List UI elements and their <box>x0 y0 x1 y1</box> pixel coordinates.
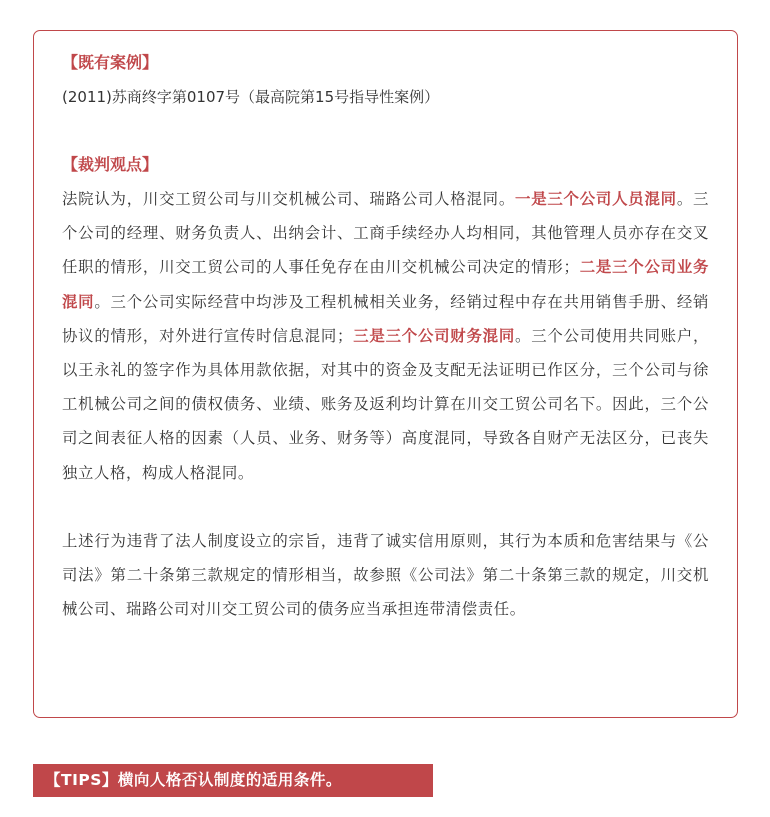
spacer <box>62 114 709 148</box>
judgment-text-segment: 。三个公司使用共同账户，以王永礼的签字作为具体用款依据，对其中的资金及支配无法证明已作区分，三个公司与徐工机械公司之间的债权债务、业绩、账务及返利均计算在川交工贸公司名下。因此，三个公司之间表征人格的因素（人员、业务、财务等）高度混同，导致各自财产无法区分，已丧失独立人格，构成人格混同。 <box>62 326 709 482</box>
highlight-personnel: 一是三个公司人员混同 <box>515 190 677 208</box>
spacer <box>62 490 709 524</box>
case-reference: (2011)苏商终字第0107号（最高院第15号指导性案例） <box>62 88 440 106</box>
judgment-paragraph-1 <box>62 182 709 490</box>
judgment-text-segment: 。三个公司的经理、财务负责人、出纳会计、工商手续经办人均相同，其他管理人员亦存在交叉任职的情形，川交工贸公司的人事任免存在由川交机械公司决定的情形； <box>62 190 709 277</box>
existing-case-heading: 【既有案例】 <box>62 53 159 72</box>
highlight-business: 二是三个公司业务混同 <box>62 258 709 311</box>
judgment-text-segment: 法院认为，川交工贸公司与川交机械公司、瑞路公司人格混同。 <box>62 190 516 208</box>
tips-banner: 【TIPS】横向人格否认制度的适用条件。 <box>33 764 433 797</box>
judgment-paragraph-2: 上述行为违背了法人制度设立的宗旨，违背了诚实信用原则，其行为本质和危害结果与《公司法》第二十条第三款规定的情形相当，故参照《公司法》第二十条第三款的规定，川交机械公司、瑞路公司对川交工贸公司的债务应当承担连带清偿责任。 <box>62 531 709 619</box>
judgment-heading: 【裁判观点】 <box>62 155 159 174</box>
judgment-text-segment: 。三个公司实际经营中均涉及工程机械相关业务，经销过程中存在共用销售手册、经销协议的情形，对外进行宣传时信息混同； <box>62 292 709 345</box>
case-box <box>33 30 738 718</box>
highlight-finance: 三是三个公司财务混同 <box>353 326 516 345</box>
